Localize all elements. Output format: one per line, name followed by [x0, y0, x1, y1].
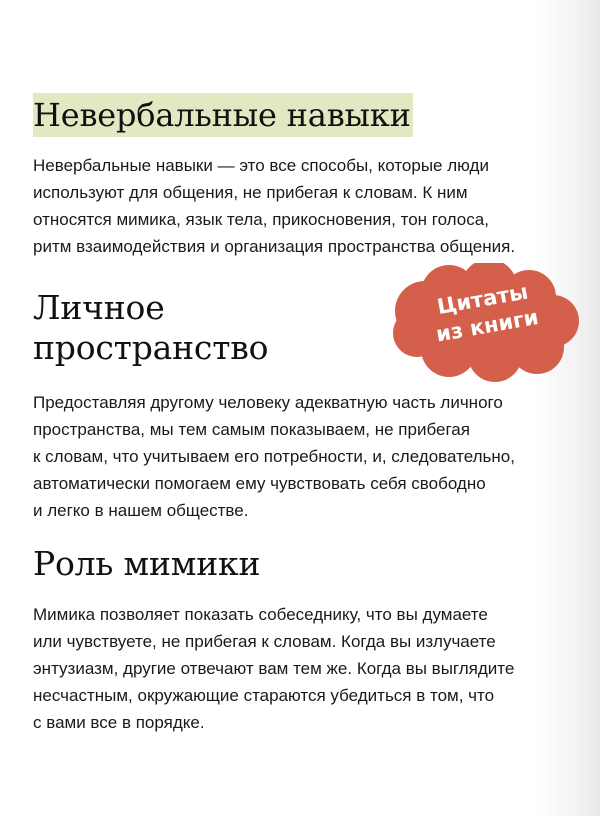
section-facial-expression-heading	[33, 544, 553, 584]
heading-nonverbal-skills: Невербальные навыки	[33, 93, 413, 137]
section-personal-space-body	[33, 389, 553, 524]
section-personal-space-heading	[33, 288, 393, 368]
paragraph-facial-expressions: Мимика позволяет показать собеседнику, что вы думаете или чувствуете, не прибегая к словам. Когда вы излучаете энтузиазм, другие отвечают вам тем же. Когда вы выглядите несчастным, окружающие стараются убедиться в том, что с вами все в порядке.	[33, 605, 515, 732]
paragraph-personal-space: Предоставляя другому человеку адекватную часть личного пространства, мы тем самым показываем, не прибегая к словам, что учитываем его потребности, и, следовательно, автоматически помогаем ему чувствовать себя свободно и легко в нашем обществе.	[33, 393, 515, 520]
quotes-from-book-badge	[387, 263, 583, 383]
paragraph-nonverbal-skills: Невербальные навыки — это все способы, которые люди используют для общения, не прибегая к словам. К ним относятся мимика, язык тела, прикосновения, тон голоса, ритм взаимодействия и организация пространства общения.	[33, 156, 516, 256]
heading-personal-space: Личное пространство	[33, 288, 269, 367]
section-facial-expression-body	[33, 601, 553, 736]
heading-facial-expressions: Роль мимики	[33, 544, 261, 583]
section-nonverbal-body	[33, 152, 553, 260]
badge-label: Цитаты из книги	[434, 279, 541, 347]
